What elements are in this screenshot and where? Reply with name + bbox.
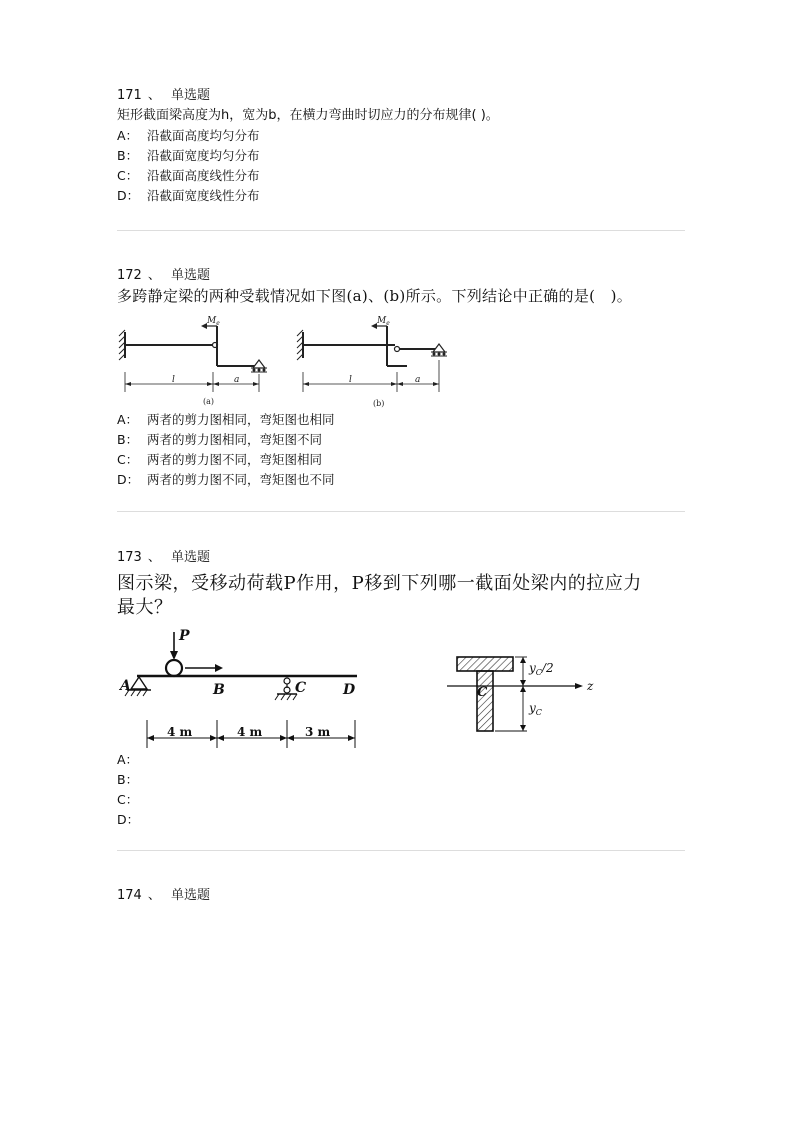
question-number: 171	[117, 88, 142, 103]
option-letter: C：	[117, 792, 139, 807]
span-l-label-b: l	[349, 375, 352, 385]
option-letter: B：	[117, 148, 139, 163]
option-text: 沿截面宽度线性分布	[147, 188, 260, 203]
dim-2-label: 4 m	[237, 725, 263, 739]
option-text: 两者的剪力图相同，弯矩图不同	[147, 432, 323, 447]
option-text: 沿截面高度线性分布	[147, 168, 260, 183]
question-174	[117, 886, 685, 906]
question-171	[117, 86, 685, 206]
divider	[117, 850, 685, 851]
option-text: 两者的剪力图相同，弯矩图也相同	[147, 412, 335, 427]
question-173	[117, 548, 685, 620]
option-a[interactable]	[117, 126, 685, 146]
yc-label: $y_C$	[529, 701, 542, 717]
dim-3-label: 3 m	[305, 725, 331, 739]
point-a-label: A	[120, 678, 131, 694]
question-header	[117, 86, 685, 106]
caption-a: (a)	[203, 397, 215, 406]
option-text: 两者的剪力图不同，弯矩图也不同	[147, 472, 335, 487]
question-type: 单选题	[170, 888, 210, 903]
option-letter: A：	[117, 128, 139, 143]
question-stem: 矩形截面梁高度为h，宽为b，在横力弯曲时切应力的分布规律( )。	[117, 108, 499, 123]
divider	[117, 511, 685, 512]
question-separator: 、	[147, 88, 161, 103]
option-a[interactable]	[117, 410, 685, 430]
span-a-label-a: a	[234, 375, 240, 385]
option-c[interactable]	[117, 166, 685, 186]
option-d[interactable]	[117, 810, 685, 830]
option-letter: A：	[117, 412, 139, 427]
option-a[interactable]	[117, 750, 685, 770]
option-d[interactable]	[117, 470, 685, 490]
option-c[interactable]	[117, 450, 685, 470]
question-separator: 、	[147, 550, 161, 565]
question-172-options	[117, 410, 685, 490]
yc-half-label: $y_C/2$	[529, 661, 554, 677]
question-stem-line-2: 最大？	[117, 597, 173, 618]
load-p-label: P	[179, 628, 190, 644]
question-type: 单选题	[170, 88, 210, 103]
option-b[interactable]	[117, 430, 685, 450]
point-d-label: D	[343, 682, 356, 698]
question-stem: 多跨静定梁的两种受载情况如下图(a)、(b)所示。下列结论中正确的是( )。	[117, 287, 633, 305]
option-text: 两者的剪力图不同，弯矩图相同	[147, 452, 323, 467]
divider	[117, 230, 685, 231]
question-number: 173	[117, 550, 142, 565]
question-separator: 、	[147, 888, 161, 903]
option-letter: A：	[117, 752, 139, 767]
question-separator: 、	[147, 268, 161, 283]
question-172	[117, 266, 685, 306]
question-173-options	[117, 750, 685, 830]
span-a-label-b: a	[415, 375, 421, 385]
option-b[interactable]	[117, 146, 685, 166]
option-b[interactable]	[117, 770, 685, 790]
centroid-label: C	[477, 685, 488, 700]
option-c[interactable]	[117, 790, 685, 810]
beam-diagram-b	[297, 323, 447, 392]
option-letter: C：	[117, 452, 139, 467]
t-section	[447, 657, 583, 731]
point-b-label: B	[213, 682, 225, 698]
question-type: 单选题	[170, 268, 210, 283]
question-type: 单选题	[170, 550, 210, 565]
option-text: 沿截面宽度均匀分布	[147, 148, 260, 163]
span-l-label-a: l	[172, 375, 175, 385]
option-d[interactable]	[117, 186, 685, 206]
point-c-label: C	[295, 680, 307, 696]
moment-label-a: $M_e$	[207, 316, 220, 327]
question-header	[117, 548, 685, 568]
option-letter: B：	[117, 432, 139, 447]
question-header	[117, 266, 685, 286]
question-header	[117, 886, 685, 906]
question-number: 174	[117, 888, 142, 903]
question-stem-line-1: 图示梁，受移动荷载P作用，P移到下列哪一截面处梁内的拉应力	[117, 573, 642, 594]
dim-1-label: 4 m	[167, 725, 193, 739]
beam-diagram-a	[119, 323, 267, 392]
beam-figure-173	[117, 624, 597, 752]
beam-figure-172	[117, 312, 462, 412]
question-number: 172	[117, 268, 142, 283]
option-text: 沿截面高度均匀分布	[147, 128, 260, 143]
z-axis-label: z	[587, 679, 594, 693]
option-letter: B：	[117, 772, 139, 787]
caption-b: (b)	[373, 399, 385, 408]
option-letter: D：	[117, 812, 140, 827]
option-letter: C：	[117, 168, 139, 183]
option-letter: D：	[117, 188, 140, 203]
option-letter: D：	[117, 472, 140, 487]
moment-label-b: $M_e$	[377, 316, 390, 327]
